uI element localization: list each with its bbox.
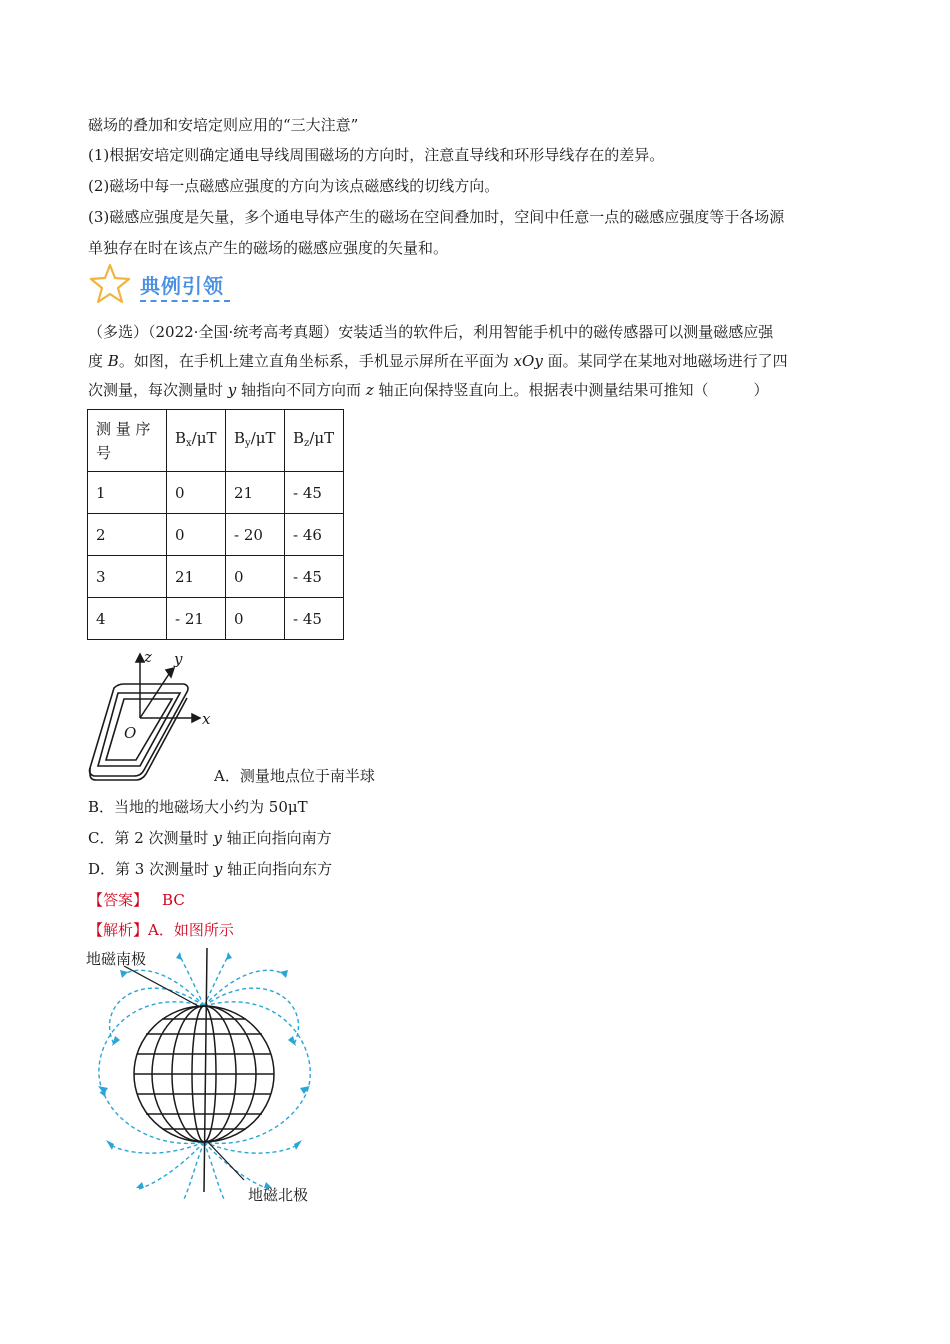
- banner-title: 典例引领: [140, 274, 224, 298]
- table-cell: - 45: [285, 556, 344, 598]
- notes-item-2: (2)磁场中每一点磁感应强度的方向为该点磁感线的切线方向。: [88, 177, 500, 195]
- field-arrow-icon: [294, 1140, 302, 1150]
- field-line: [139, 1142, 204, 1189]
- question-line-2: 度 B。如图，在手机上建立直角坐标系，手机显示屏所在平面为 xOy 面。某同学在某地对地磁场进行了四: [88, 352, 788, 370]
- table-cell: 21: [226, 472, 285, 514]
- field-arrow-icon: [106, 1140, 114, 1150]
- option-d: D．第 3 次测量时 y 轴正向指向东方: [88, 860, 333, 878]
- axis-y-label: y: [174, 650, 183, 668]
- header-cell-by: $B_y/\mu T$: [226, 410, 285, 472]
- answer-line: [88, 890, 185, 910]
- answer-value: BC: [162, 891, 185, 909]
- header-cell-bx: $B_x/\mu T$: [167, 410, 226, 472]
- field-line: [204, 1142, 269, 1189]
- axis-z-label: z: [144, 648, 152, 666]
- axis-z-arrow-icon: [136, 654, 144, 662]
- table-cell: 0: [226, 598, 285, 640]
- table-cell: - 21: [167, 598, 226, 640]
- field-arrow-icon: [98, 1086, 108, 1094]
- north-pole-label: 地磁北极: [248, 1186, 309, 1204]
- question-line-3: 次测量，每次测量时 y 轴指向不同方向而 z 轴正向保持竖直向上。根据表中测量结果可推知（ ）: [88, 381, 769, 399]
- origin-label: O: [124, 724, 137, 742]
- table-cell: 2: [88, 514, 167, 556]
- table-row: [88, 514, 344, 556]
- field-line: [204, 1142, 224, 1199]
- analysis-text: A．如图所示: [148, 921, 234, 939]
- notes-item-1: (1)根据安培定则确定通电导线周围磁场的方向时，注意直导线和环形导线存在的差异。: [88, 146, 665, 164]
- notes-heading: 磁场的叠加和安培定则应用的“三大注意”: [88, 116, 359, 134]
- option-c: C．第 2 次测量时 y 轴正向指向南方: [88, 829, 332, 847]
- table-cell: 21: [167, 556, 226, 598]
- option-a: A．测量地点位于南半球: [214, 767, 375, 785]
- table-cell: 1: [88, 472, 167, 514]
- table-cell: 3: [88, 556, 167, 598]
- banner-underline: [140, 300, 230, 302]
- star-outline-icon: [88, 262, 132, 306]
- option-b: B．当地的地磁场大小约为 50μT: [88, 798, 308, 816]
- table-cell: - 45: [285, 598, 344, 640]
- table-cell: - 46: [285, 514, 344, 556]
- table-cell: 4: [88, 598, 167, 640]
- table-cell: 0: [167, 514, 226, 556]
- table-cell: - 20: [226, 514, 285, 556]
- field-arrow-icon: [136, 1182, 144, 1188]
- header-cell-bz: $B_z/\mu T$: [285, 410, 344, 472]
- phone-screen: [106, 699, 172, 760]
- field-line: [204, 1002, 310, 1144]
- field-arrow-icon: [280, 970, 288, 978]
- field-line: [204, 970, 284, 1006]
- axis-x-label: x: [202, 710, 211, 728]
- notes-item-3-line-1: (3)磁感应强度是矢量，多个通电导体产生的磁场在空间叠加时，空间中任意一点的磁感应强度等于各场源: [88, 208, 785, 226]
- field-arrow-icon: [226, 952, 232, 960]
- example-banner: [88, 262, 288, 306]
- notes-item-3-line-2: 单独存在时在该点产生的磁场的磁感应强度的矢量和。: [88, 239, 449, 257]
- table-row: [88, 598, 344, 640]
- field-line: [184, 1142, 204, 1199]
- analysis-line: [88, 920, 234, 940]
- field-line: [204, 988, 298, 1044]
- table-row: [88, 556, 344, 598]
- table-cell: - 45: [285, 472, 344, 514]
- field-arrow-icon: [300, 1086, 310, 1094]
- field-line: [109, 1142, 204, 1153]
- question-line-1: （多选）（2022·全国·统考高考真题）安装适当的软件后，利用智能手机中的磁传感器可以测量磁感应强: [88, 323, 774, 341]
- table-cell: 0: [226, 556, 285, 598]
- south-pole-label: 地磁南极: [86, 950, 147, 968]
- measurement-table: [87, 409, 344, 640]
- earth-axis: [204, 948, 207, 1192]
- header-cell-index: 测 量 序 号: [88, 410, 167, 472]
- table-cell: 0: [167, 472, 226, 514]
- table-row: [88, 472, 344, 514]
- phone-axes-figure: [84, 648, 224, 783]
- field-arrow-icon: [176, 952, 182, 960]
- answer-label: 【答案】: [88, 891, 149, 909]
- table-header-row: [88, 410, 344, 472]
- phone-outline: [90, 684, 189, 776]
- analysis-label: 【解析】: [88, 921, 149, 939]
- earth-magnetic-field-figure: [84, 944, 344, 1209]
- axis-x-arrow-icon: [192, 714, 200, 722]
- field-line: [110, 988, 204, 1044]
- field-arrow-icon: [120, 970, 128, 978]
